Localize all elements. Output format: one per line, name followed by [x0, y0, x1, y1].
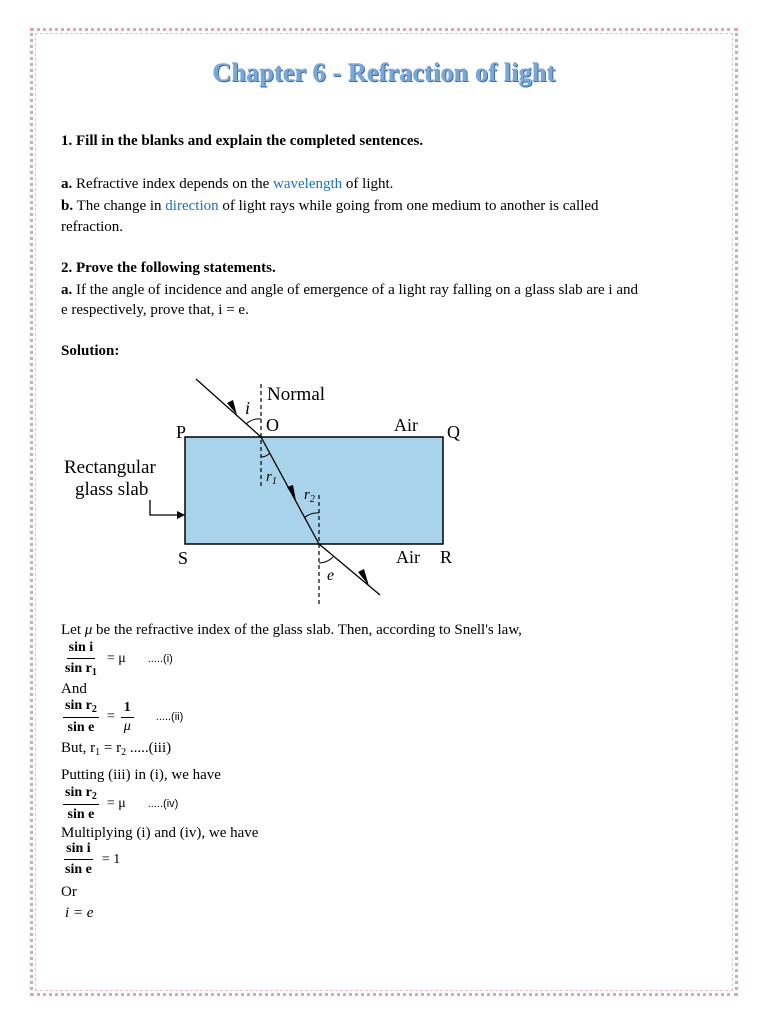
eq1-rhs: = μ [106, 651, 126, 666]
intro-text: Let [61, 622, 85, 638]
eq2-rhs-denominator: μ [123, 718, 131, 734]
equation-5 [61, 841, 120, 878]
snells-law-intro [61, 620, 522, 640]
slab-label-line2: glass slab [75, 479, 149, 500]
sentence-text: If the angle of incidence and angle of emergence of a light ray falling on a glass slab are i and [72, 282, 638, 298]
question-2-heading: 2. Prove the following statements. [61, 260, 276, 276]
eq4-numerator: $\sin r_2$ [63, 785, 99, 805]
eq5-numerator: sin i [64, 841, 93, 860]
intro-text: be the refractive index of the glass slab. Then, according to Snell's law, [92, 622, 522, 638]
but-statement: But, $r_1 = r_2$ .....(iii) [61, 740, 172, 758]
and-text: And [61, 681, 87, 697]
equation-5-fraction [61, 841, 96, 878]
point-q-label: Q [447, 422, 460, 442]
page-title: Chapter 6 - Refraction of light [212, 58, 556, 87]
eq5-rhs: = 1 [101, 851, 121, 867]
putting-text: Putting (iii) in (i), we have [61, 767, 221, 783]
item-label: b. [61, 198, 74, 214]
eq2-rhs-numerator: 1 [121, 700, 134, 718]
air-top-label: Air [394, 415, 418, 435]
air-bottom-label: Air [396, 547, 420, 567]
eq1-denominator: $\sin r_1$ [65, 661, 97, 678]
multiplying-text: Multiplying (i) and (iv), we have [61, 825, 259, 841]
eq4-tag: .....(iv) [147, 798, 179, 810]
equation-1-fraction [61, 640, 101, 678]
point-p-label: P [176, 422, 187, 442]
normal-label: Normal [267, 384, 326, 405]
answer-wavelength: wavelength [273, 176, 343, 192]
sentence-text: Refractive index depends on the [72, 176, 274, 192]
sentence-text: of light rays while going from one medium to another is called [218, 198, 599, 214]
angle-i-label: i [245, 398, 251, 418]
equation-2 [61, 698, 183, 736]
equation-4 [61, 785, 178, 823]
point-r-label: R [440, 547, 453, 567]
eq4-denominator: sin e [67, 807, 95, 822]
or-text: Or [61, 884, 77, 900]
slab-pointer-arrowhead [177, 511, 185, 519]
equation-4-fraction [61, 785, 101, 823]
question-1-heading: 1. Fill in the blanks and explain the completed sentences. [61, 133, 424, 149]
point-s-label: S [178, 548, 189, 568]
angle-e-arc [319, 557, 333, 563]
mu-symbol: μ [84, 622, 93, 638]
question-1b-continued: refraction. [61, 219, 124, 235]
equation-2-fraction [61, 698, 101, 736]
equation-1 [61, 640, 173, 678]
eq4-rhs: = μ [106, 796, 126, 811]
answer-direction: direction [165, 198, 219, 214]
angle-r2-label: $r_2$ [304, 487, 315, 505]
solution-label: Solution: [61, 343, 120, 359]
angle-e-label: e [327, 567, 335, 584]
sentence-text: of light. [342, 176, 394, 192]
question-2a-continued: e respectively, prove that, i = e. [61, 302, 249, 318]
eq2-numerator: $\sin r_2$ [63, 698, 99, 718]
eq1-numerator: sin i [67, 640, 96, 659]
eq2-equals: = [106, 709, 115, 724]
item-label: a. [61, 282, 73, 298]
eq2-denominator: sin e [67, 720, 95, 735]
slab-pointer-line [150, 500, 180, 515]
final-result: i = e [65, 905, 94, 921]
angle-r1-label: $r_1$ [266, 469, 277, 487]
glass-slab [185, 437, 443, 544]
eq1-tag: .....(i) [147, 653, 173, 665]
incident-ray [196, 379, 261, 437]
point-o-label: O [266, 415, 279, 435]
eq2-tag: .....(ii) [155, 711, 184, 723]
sentence-text: The change in [73, 198, 166, 214]
slab-label-line1: Rectangular [64, 457, 156, 478]
eq2-rhs-fraction [121, 700, 134, 735]
item-label: a. [61, 176, 73, 192]
eq5-denominator: sin e [65, 862, 92, 877]
angle-i-arc [246, 419, 261, 424]
